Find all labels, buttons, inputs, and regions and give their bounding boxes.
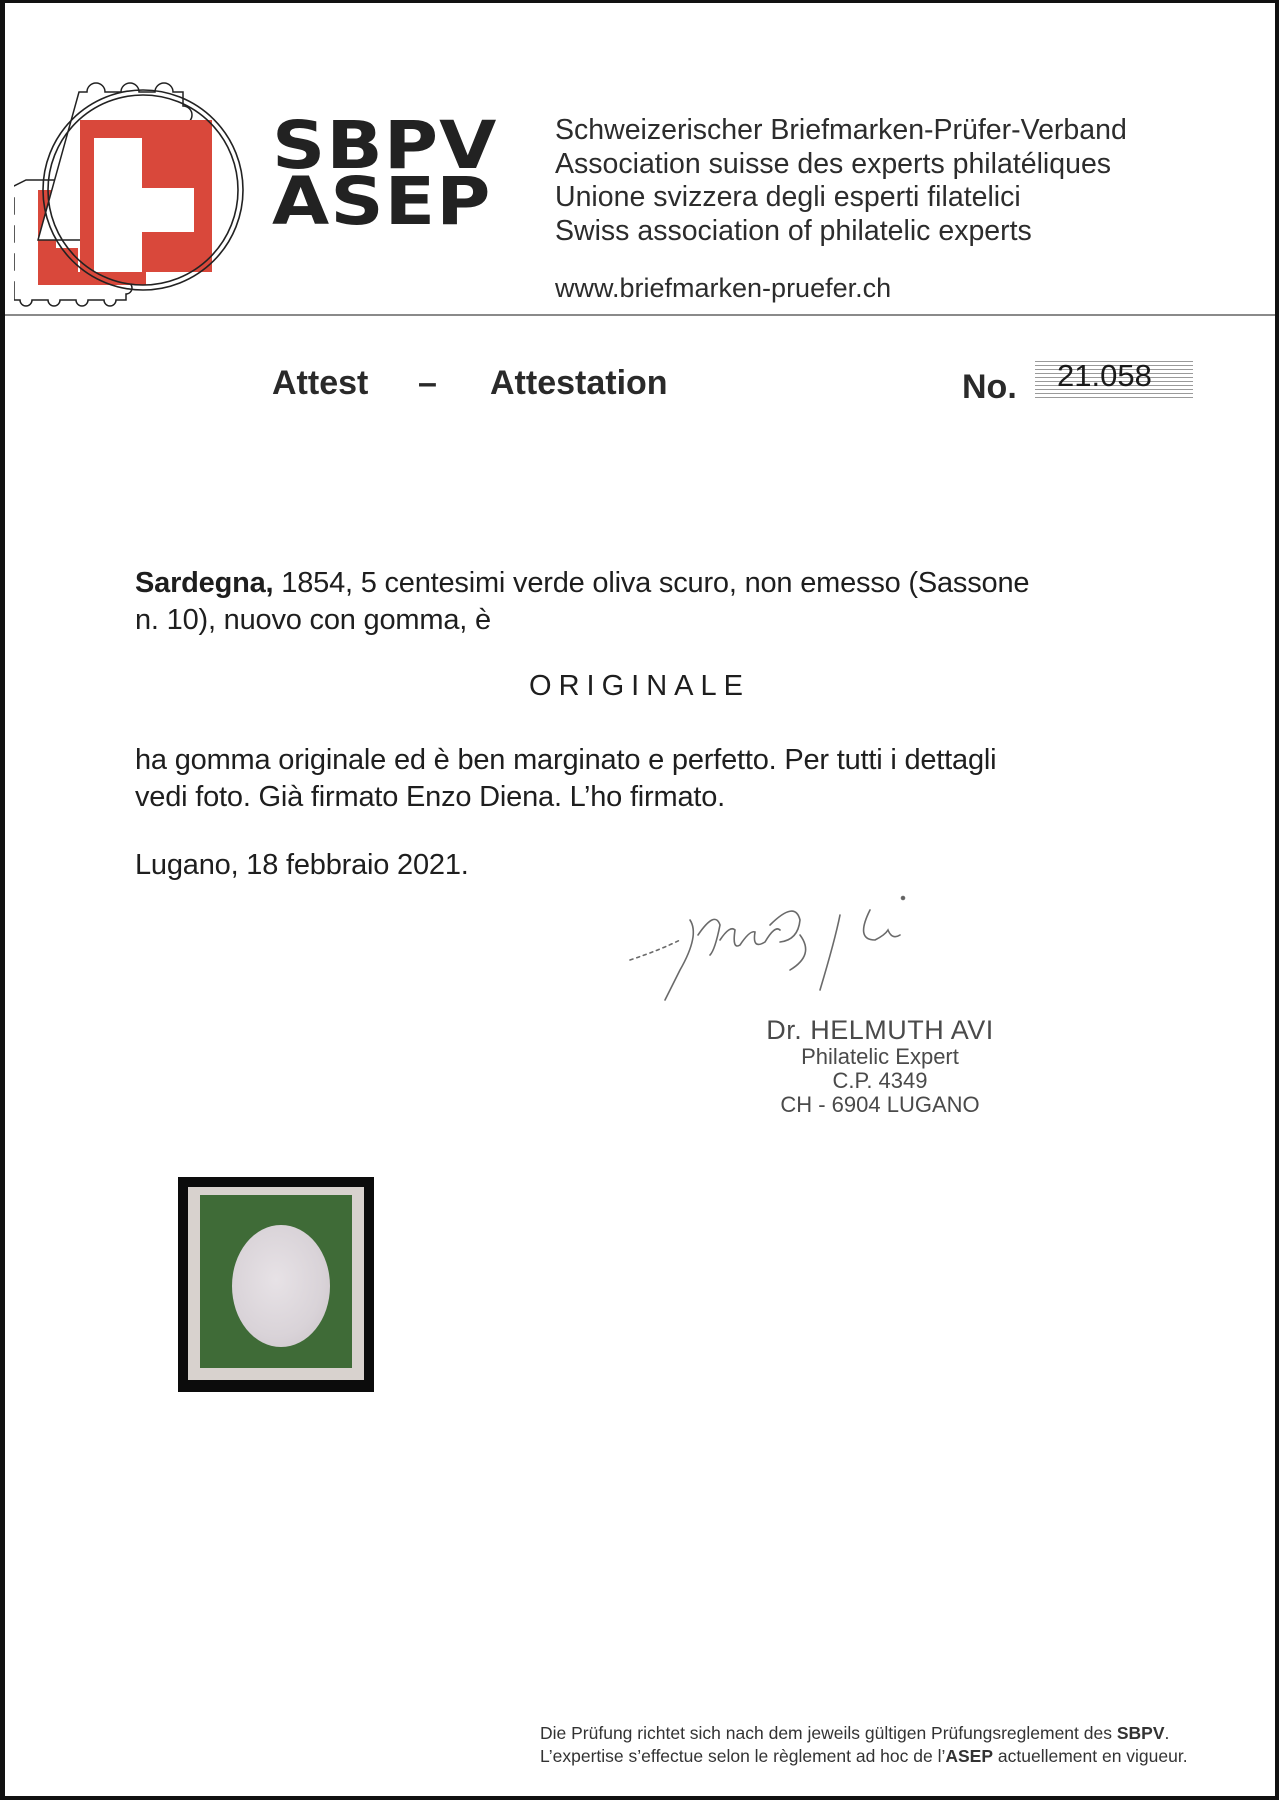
association-name-de: Schweizerischer Briefmarken-Prüfer-Verband (555, 114, 1127, 146)
header-divider (5, 314, 1275, 316)
association-name-fr: Association suisse des experts philatéliques (555, 147, 1112, 180)
stamp-paper (188, 1187, 364, 1380)
website-link[interactable]: www.briefmarken-pruefer.ch (555, 273, 892, 303)
details-paragraph (135, 742, 1195, 816)
stamp-green-frame (200, 1195, 352, 1368)
certificate-number-box (1035, 358, 1193, 398)
expert-city: CH - 6904 LUGANO (780, 1092, 980, 1117)
place-date: Lugano, 18 febbraio 2021. (135, 849, 469, 881)
footer-line-fr: L’expertise s’effectue selon le règlement ad hoc de l’ASEP actuellement en vigueur. (540, 1746, 1188, 1766)
details-line-2: vedi foto. Già firmato Enzo Diena. L’ho firmato. (135, 781, 726, 813)
country-name: Sardegna, (135, 567, 274, 599)
expert-stamp (745, 1015, 1015, 1117)
title-dash: – (418, 364, 437, 402)
footer-notice (540, 1722, 1188, 1768)
brand-asep: ASEP (272, 163, 492, 240)
sbpv-logo-icon (14, 40, 274, 310)
postage-stamp-photo (178, 1177, 374, 1392)
description-line-1: 1854, 5 centesimi verde oliva scuro, non emesso (Sassone (273, 567, 1030, 599)
expert-name: Dr. HELMUTH AVI (766, 1015, 994, 1045)
footer-line-de: Die Prüfung richtet sich nach dem jeweils gültigen Prüfungsreglement des SBPV. (540, 1723, 1170, 1743)
certificate-number-label: No. (962, 368, 1017, 406)
stamp-embossed-oval (232, 1225, 330, 1347)
handwritten-signature-icon (620, 880, 1060, 1020)
association-name-it: Unione svizzera degli esperti filatelici (555, 181, 1021, 213)
description-paragraph (135, 565, 1195, 639)
description-line-2: n. 10), nuovo con gomma, è (135, 604, 491, 636)
verdict: ORIGINALE (529, 670, 750, 702)
certificate-number: 21.058 (1057, 358, 1152, 393)
title-attestation: Attestation (490, 364, 668, 402)
brand-sbpv: SBPV (272, 107, 498, 184)
title-attest: Attest (272, 364, 369, 402)
details-line-1: ha gomma originale ed è ben marginato e perfetto. Per tutti i dettagli (135, 744, 997, 776)
brand-wordmark (272, 107, 498, 240)
association-name-en: Swiss association of philatelic experts (555, 214, 1032, 247)
expert-po-box: C.P. 4349 (832, 1068, 928, 1093)
expert-title: Philatelic Expert (801, 1044, 959, 1069)
association-names (555, 114, 1127, 248)
